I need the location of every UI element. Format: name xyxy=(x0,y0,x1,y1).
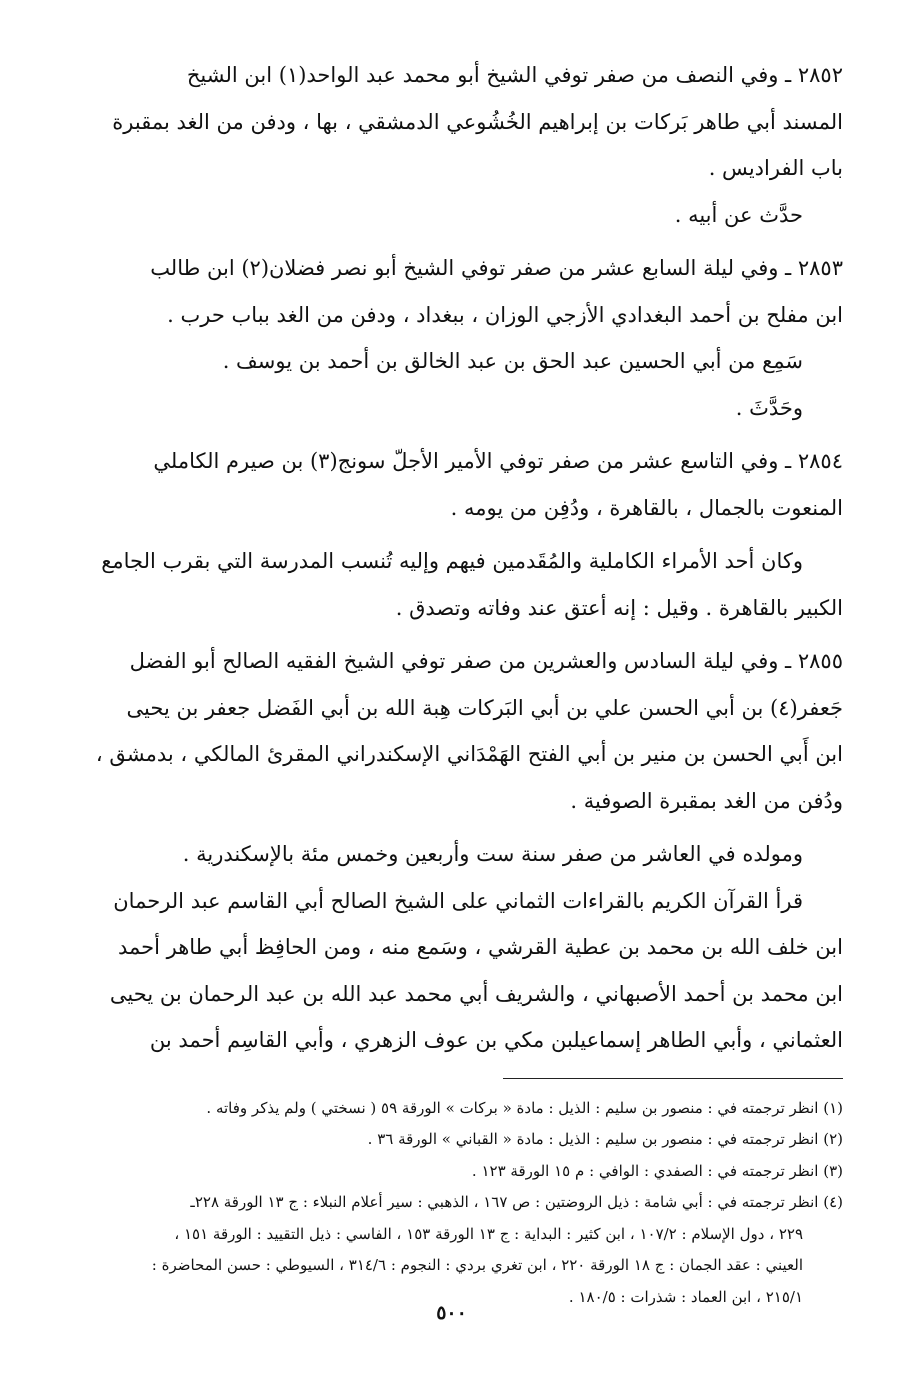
entry-2855-continuation xyxy=(60,831,843,1064)
footnote-continuation: العيني : عقد الجمان : ج ١٨ الورقة ٢٢٠ ، ابن تغري بردي : النجوم : ٣١٤/٦ ، السيوطي : حسن المحاضرة : xyxy=(151,1256,803,1274)
text-line: ابن مفلح بن أحمد البغدادي الأزجي الوزان ، ببغداد ، ودفن من الغد بباب حرب . xyxy=(167,302,843,327)
text-line: الكبير بالقاهرة . وقيل : إنه أعتق عند وفاته وتصدق . xyxy=(395,595,843,620)
entry-2853 xyxy=(60,245,843,431)
footnote: (٢) انظر ترجمته في : منصور بن سليم : الذيل : مادة « القباني » الورقة ٣٦ . xyxy=(367,1130,843,1148)
footnote: (١) انظر ترجمته في : منصور بن سليم : الذيل : مادة « بركات » الورقة ٥٩ ( نسختي ) ولم يذكر وفاته . xyxy=(206,1098,843,1117)
footnote-continuation: ٢١٥/١ ، ابن العماد : شذرات : ١٨٠/٥ . xyxy=(568,1287,803,1306)
entry-2854 xyxy=(60,438,843,531)
footnote-continuation: ٢٢٩ ، دول الإسلام : ١٠٧/٢ ، ابن كثير : البداية : ج ١٣ الورقة ١٥٣ ، الفاسي : ذيل التقييد : الورقة ١٥١ ، xyxy=(174,1224,803,1243)
text-line: العثماني ، وأبي الطاهر إسماعيلبن مكي بن عوف الزهري ، وأبي القاسِم أحمد بن xyxy=(149,1028,843,1052)
footnote-divider xyxy=(503,1078,843,1079)
page-number: ٥٠٠ xyxy=(436,1302,467,1324)
text-line: باب الفراديس . xyxy=(708,156,843,180)
text-line: ٢٨٥٢ ـ وفي النصف من صفر توفي الشيخ أبو محمد عبد الواحد(١) ابن الشيخ xyxy=(186,63,843,87)
entry-note: سَمِع من أبي الحسين عبد الحق بن عبد الخالق بن أحمد بن يوسف . xyxy=(222,349,803,373)
text-line: ٢٨٥٣ ـ وفي ليلة السابع عشر من صفر توفي الشيخ أبو نصر فضلان(٢) ابن طالب xyxy=(150,256,843,280)
text-line: جَعفر(٤) بن أبي الحسن علي بن أبي البَركات هِبة الله بن أبي الفَضل جعفر بن يحيى xyxy=(126,695,843,720)
text-line: ودُفن من الغد بمقبرة الصوفية . xyxy=(570,788,843,813)
entry-2852 xyxy=(60,52,843,238)
text-line: وكان أحد الأمراء الكاملية والمُقَدمين فيهم وإليه تُنسب المدرسة التي بقرب الجامع xyxy=(101,549,803,573)
footnotes xyxy=(60,1093,843,1314)
text-line: ٢٨٥٥ ـ وفي ليلة السادس والعشرين من صفر توفي الشيخ الفقيه الصالح أبو الفضل xyxy=(129,649,843,673)
text-line: ومولده في العاشر من صفر سنة ست وأربعين وخمس مئة بالإسكندرية . xyxy=(182,842,803,866)
footnote: (٤) انظر ترجمته في : أبي شامة : ذيل الروضتين : ص ١٦٧ ، الذهبي : سير أعلام النبلاء : ج ١٣ الورقة ٢٢٨ـ xyxy=(190,1193,843,1211)
entry-note: وحَدَّثَ . xyxy=(735,395,803,420)
entry-2855 xyxy=(60,638,843,824)
footnote: (٣) انظر ترجمته في : الصفدي : الوافي : م ١٥ الورقة ١٢٣ . xyxy=(471,1161,843,1180)
text-line: المنعوت بالجمال ، بالقاهرة ، ودُفِن من يومه . xyxy=(450,495,843,520)
entry-note: حدَّث عن أبيه . xyxy=(674,202,803,227)
entry-2854-remark xyxy=(60,538,843,631)
text-line: قرأ القرآن الكريم بالقراءات الثماني على الشيخ الصالح أبي القاسم عبد الرحمان xyxy=(113,888,803,913)
text-line: ابن أَبي الحسن بن منير بن أبي الفتح الهَمْدَاني الإسكندراني المقرئ المالكي ، بدمشق ، xyxy=(95,742,843,766)
main-text xyxy=(60,52,843,1064)
text-line: ابن خلف الله بن محمد بن عطية القرشي ، وسَمع منه ، ومن الحافِظ أبي طاهر أحمد xyxy=(117,935,843,959)
text-line: ٢٨٥٤ ـ وفي التاسع عشر من صفر توفي الأمير الأجلّ سونج(٣) بن صيرم الكاملي xyxy=(153,449,843,473)
text-line: المسند أبي طاهر بَركات بن إبراهيم الخُشُوعي الدمشقي ، بها ، ودفن من الغد بمقبرة xyxy=(112,109,843,134)
text-line: ابن محمد بن أحمد الأصبهاني ، والشريف أبي محمد عبد الله بن عبد الرحمان بن يحيى xyxy=(109,981,843,1006)
